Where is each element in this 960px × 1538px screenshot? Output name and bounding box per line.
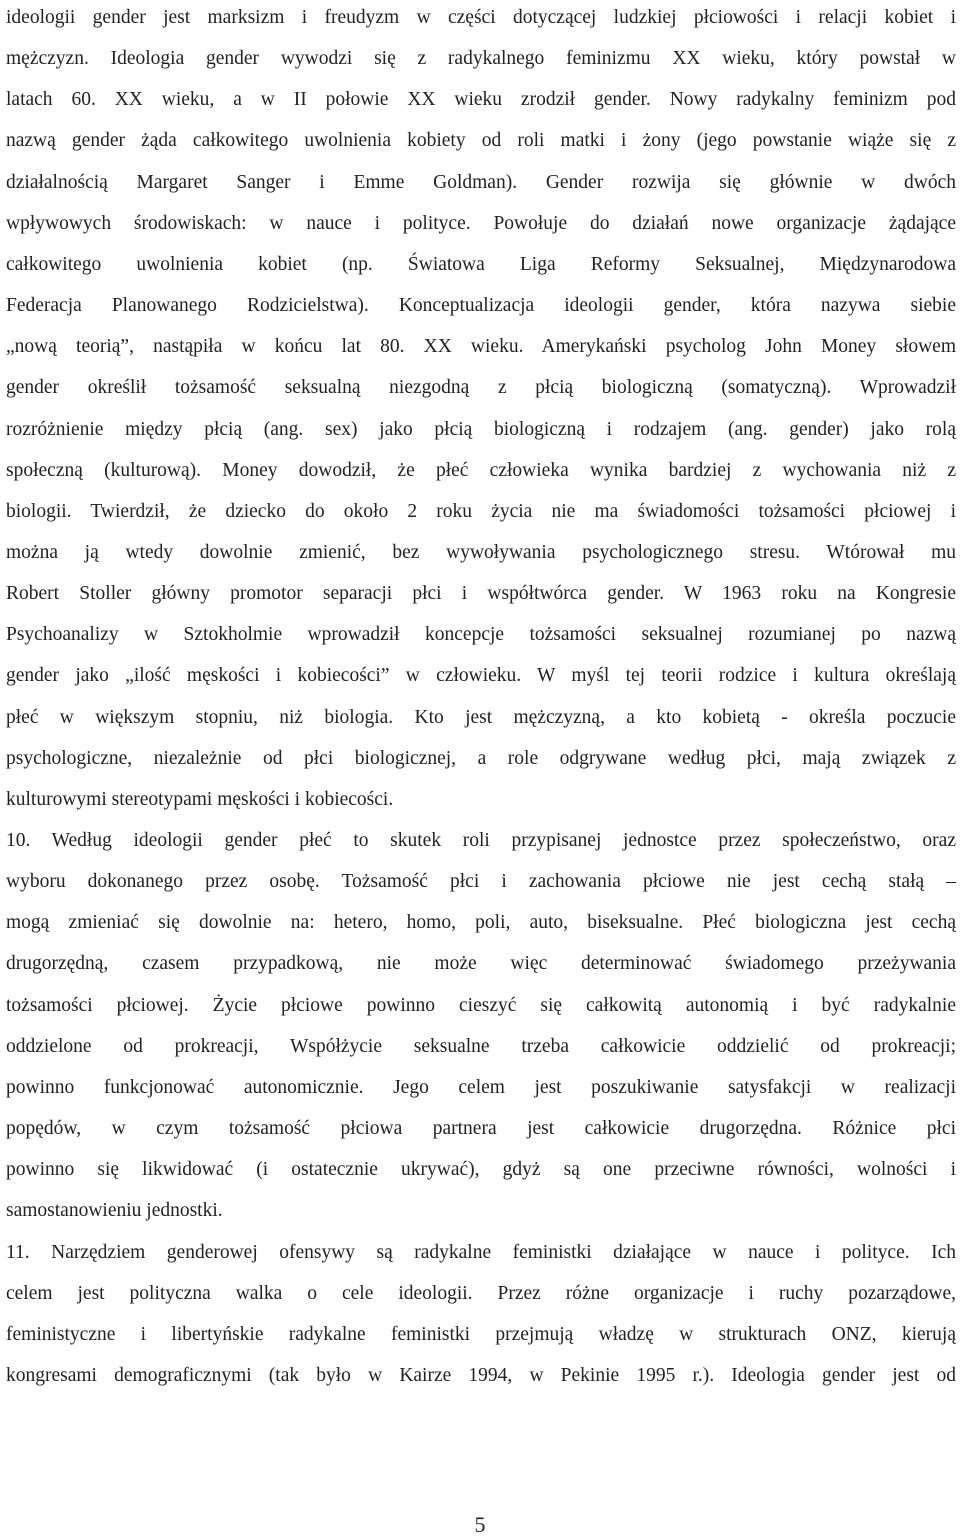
text-line: rozróżnienie między płcią (ang. sex) jako płcią biologiczną i rodzajem (ang. gender) jako rolą [6, 418, 956, 440]
text-line: samostanowieniu jednostki. [6, 1200, 223, 1222]
text-line: społeczną (kulturową). Money dowodził, że płeć człowieka wynika bardziej z wychowania niż z [6, 459, 956, 481]
text-line: gender określił tożsamość seksualną niezgodną z płcią biologiczną (somatyczną). Wprowadził [6, 377, 956, 399]
text-line: 10. Według ideologii gender płeć to skutek roli przypisanej jednostce przez społeczeństwo, oraz [6, 830, 956, 851]
text-line: latach 60. XX wieku, a w II połowie XX wieku zrodził gender. Nowy radykalny feminizm pod [6, 89, 956, 111]
text-line: mogą zmieniać się dowolnie na: hetero, homo, poli, auto, biseksualne. Płeć biologiczna jest cechą [6, 912, 956, 934]
text-line: Psychoanalizy w Sztokholmie wprowadził koncepcje tożsamości seksualnej rozumianej po nazwą [6, 624, 956, 646]
text-line: biologii. Twierdził, że dziecko do około 2 roku życia nie ma świadomości tożsamości płciowej i [6, 500, 956, 522]
text-line: płeć w większym stopniu, niż biologia. Kto jest mężczyzną, a kto kobietą - określa poczucie [6, 706, 956, 728]
text-line: popędów, w czym tożsamość płciowa partnera jest całkowicie drugorzędna. Różnice płci [6, 1118, 956, 1140]
text-line: 11. Narzędziem genderowej ofensywy są radykalne feministki działające w nauce i polityce. Ich [6, 1241, 956, 1263]
text-line: gender jako „ilość męskości i kobiecości” w człowieku. W myśl tej teorii rodzice i kultura określają [6, 665, 956, 687]
text-line: kongresami demograficznymi (tak było w Kairze 1994, w Pekinie 1995 r.). Ideologia gender jest od [6, 1364, 956, 1386]
text-line: wpływowych środowiskach: w nauce i polityce. Powołuje do działań nowe organizacje żądające [6, 212, 956, 234]
text-line: całkowitego uwolnienia kobiet (np. Światowa Liga Reformy Seksualnej, Międzynarodowa [6, 253, 956, 275]
text-line: feministyczne i libertyńskie radykalne feministki przejmują władzę w strukturach ONZ, kierują [6, 1323, 956, 1345]
text-line: kulturowymi stereotypami męskości i kobiecości. [6, 788, 394, 810]
text-line: ideologii gender jest marksizm i freudyzm w części dotyczącej ludzkiej płciowości i relacji kobiet i [6, 7, 956, 28]
text-line: powinno funkcjonować autonomicznie. Jego celem jest poszukiwanie satysfakcji w realizacji [6, 1076, 956, 1098]
text-line: drugorzędną, czasem przypadkową, nie może więc determinować świadomego przeżywania [6, 953, 956, 975]
text-line: Federacja Planowanego Rodzicielstwa). Konceptualizacja ideologii gender, która nazywa siebie [6, 295, 956, 317]
text-line: Robert Stoller główny promotor separacji płci i współtwórca gender. W 1963 roku na Kongresie [6, 583, 956, 605]
page-number: 5 [474, 1512, 486, 1537]
text-line: nazwą gender żąda całkowitego uwolnienia kobiety od roli matki i żony (jego powstanie wiąże się z [6, 130, 956, 152]
text-line: działalnością Margaret Sanger i Emme Goldman). Gender rozwija się głównie w dwóch [6, 171, 956, 193]
text-line: oddzielone od prokreacji, Współżycie seksualne trzeba całkowicie oddzielić od prokreacji; [6, 1035, 956, 1057]
text-line: psychologiczne, niezależnie od płci biologicznej, a role odgrywane według płci, mają związek z [6, 747, 956, 769]
text-line: powinno się likwidować (i ostatecznie ukrywać), gdyż są one przeciwne równości, wolności i [6, 1159, 956, 1181]
text-line: mężczyzn. Ideologia gender wywodzi się z radykalnego feminizmu XX wieku, który powstał w [6, 48, 956, 70]
text-line: wyboru dokonanego przez osobę. Tożsamość płci i zachowania płciowe nie jest cechą stałą – [6, 871, 956, 893]
text-line: celem jest polityczna walka o cele ideologii. Przez różne organizacje i ruchy pozarządowe, [6, 1282, 956, 1304]
text-line: można ją wtedy dowolnie zmienić, bez wywoływania psychologicznego stresu. Wtórował mu [6, 541, 956, 563]
text-line: „nową teorią”, nastąpiła w końcu lat 80. XX wieku. Amerykański psycholog John Money słowem [6, 336, 956, 358]
text-line: tożsamości płciowej. Życie płciowe powinno cieszyć się całkowitą autonomią i być radykalnie [6, 994, 956, 1016]
